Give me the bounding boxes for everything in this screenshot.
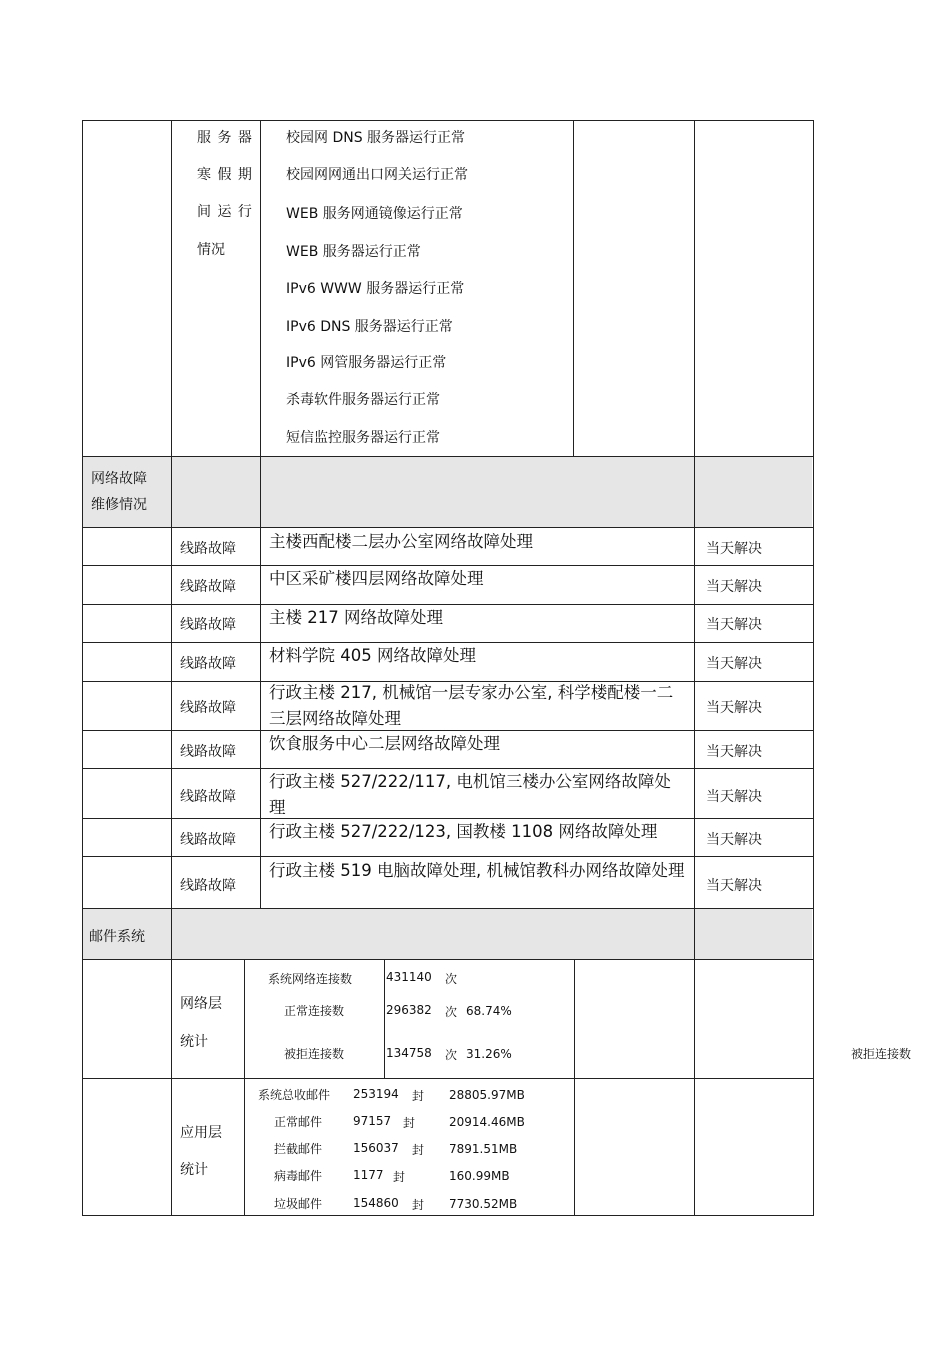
- servers-category-label: 寒 假 期: [197, 167, 253, 183]
- server-status-item: 杀毒软件服务器运行正常: [286, 392, 440, 408]
- network-layer-label: 统计: [180, 1034, 208, 1050]
- repair-result: 当天解决: [706, 832, 762, 848]
- mail-section-title: 邮件系统: [89, 929, 145, 945]
- repairs-section-title: 维修情况: [91, 497, 147, 513]
- col-divider: [171, 120, 172, 1216]
- app-stat-size: 7891.51MB: [449, 1142, 518, 1156]
- repair-description: 主楼 217 网络故障处理: [269, 608, 443, 627]
- repair-result: 当天解决: [706, 700, 762, 716]
- repair-description: 行政主楼 217, 机械馆一层专家办公室, 科学楼配楼一二三层网络故障处理: [269, 683, 674, 728]
- app-stat-unit: 封: [412, 1089, 425, 1103]
- app-stat-unit: 封: [403, 1116, 416, 1130]
- repair-result: 当天解决: [706, 617, 762, 633]
- server-status-item: IPv6 网管服务器运行正常: [286, 355, 447, 371]
- server-status-item: WEB 服务器运行正常: [286, 244, 421, 260]
- app-stat-label: 系统总收邮件: [258, 1088, 331, 1102]
- server-status-item: IPv6 WWW 服务器运行正常: [286, 281, 465, 297]
- repair-type: 线路故障: [180, 617, 236, 633]
- network-stat-percent: 68.74%: [466, 1004, 512, 1018]
- server-status-item: 校园网 DNS 服务器运行正常: [286, 130, 466, 146]
- repair-type: 线路故障: [180, 656, 236, 672]
- repair-result: 当天解决: [706, 656, 762, 672]
- col-divider: [260, 120, 261, 909]
- repair-description: 材料学院 405 网络故障处理: [269, 646, 476, 665]
- row-divider: [82, 908, 814, 909]
- servers-category-label: 服 务 器: [197, 130, 253, 146]
- app-stat-count: 154860: [353, 1196, 399, 1210]
- network-stat-unit: 次: [445, 1048, 458, 1062]
- col-divider: [694, 120, 695, 1216]
- app-stat-label: 正常邮件: [274, 1115, 323, 1129]
- repair-description: 行政主楼 527/222/123, 国教楼 1108 网络故障处理: [269, 822, 658, 841]
- app-stat-count: 156037: [353, 1141, 399, 1155]
- row-divider: [82, 959, 814, 960]
- col-divider: [244, 959, 245, 1216]
- server-status-item: 校园网网通出口网关运行正常: [286, 167, 468, 183]
- network-stat-count: 296382: [386, 1003, 432, 1017]
- app-stat-count: 97157: [353, 1114, 392, 1128]
- network-layer-label: 网络层: [180, 996, 222, 1012]
- network-stat-unit: 次: [445, 972, 458, 986]
- repair-description: 行政主楼 519 电脑故障处理, 机械馆教科办网络故障处理: [269, 861, 685, 880]
- app-stat-label: 拦截邮件: [274, 1142, 323, 1156]
- app-stat-count: 253194: [353, 1087, 399, 1101]
- repair-result: 当天解决: [706, 789, 762, 805]
- server-status-item: WEB 服务网通镜像运行正常: [286, 206, 463, 222]
- app-stat-unit: 封: [412, 1143, 425, 1157]
- repair-type: 线路故障: [180, 832, 236, 848]
- server-status-item: IPv6 DNS 服务器运行正常: [286, 319, 453, 335]
- col-divider: [574, 959, 575, 1216]
- app-stat-count: 1177: [353, 1168, 384, 1182]
- repair-type: 线路故障: [180, 541, 236, 557]
- app-stat-unit: 封: [393, 1170, 406, 1184]
- col-divider: [573, 120, 574, 457]
- row-divider: [82, 456, 814, 457]
- stray-rejected-label: 被拒连接数: [851, 1047, 912, 1061]
- network-stat-label: 正常连接数: [284, 1004, 345, 1018]
- app-stat-size: 28805.97MB: [449, 1088, 525, 1102]
- repair-type: 线路故障: [180, 789, 236, 805]
- network-stat-label: 系统网络连接数: [268, 972, 353, 986]
- app-stat-size: 7730.52MB: [449, 1197, 518, 1211]
- repair-description: 饮食服务中心二层网络故障处理: [269, 734, 500, 753]
- repair-result: 当天解决: [706, 878, 762, 894]
- repair-type: 线路故障: [180, 700, 236, 716]
- server-status-item: 短信监控服务器运行正常: [286, 430, 440, 446]
- network-stat-label: 被拒连接数: [284, 1047, 345, 1061]
- network-stat-unit: 次: [445, 1005, 458, 1019]
- repair-description: 行政主楼 527/222/117, 电机馆三楼办公室网络故障处理: [269, 772, 671, 817]
- app-stat-unit: 封: [412, 1198, 425, 1212]
- repair-result: 当天解决: [706, 541, 762, 557]
- repair-description: 中区采矿楼四层网络故障处理: [269, 569, 484, 588]
- repair-type: 线路故障: [180, 878, 236, 894]
- repair-description: 主楼西配楼二层办公室网络故障处理: [269, 532, 533, 551]
- repair-type: 线路故障: [180, 744, 236, 760]
- app-stat-size: 160.99MB: [449, 1169, 510, 1183]
- row-divider: [82, 527, 814, 528]
- app-stat-label: 病毒邮件: [274, 1169, 323, 1183]
- app-stat-label: 垃圾邮件: [274, 1197, 323, 1211]
- repairs-section-title: 网络故障: [91, 471, 147, 487]
- servers-category-label: 间 运 行: [197, 204, 253, 220]
- row-divider: [82, 1078, 814, 1079]
- servers-category-label: 情况: [197, 242, 225, 258]
- repair-type: 线路故障: [180, 579, 236, 595]
- network-stat-count: 431140: [386, 970, 432, 984]
- inner-divider: [384, 959, 385, 1078]
- application-layer-label: 应用层: [180, 1125, 222, 1141]
- network-stat-percent: 31.26%: [466, 1047, 512, 1061]
- network-stat-count: 134758: [386, 1046, 432, 1060]
- app-stat-size: 20914.46MB: [449, 1115, 525, 1129]
- repair-result: 当天解决: [706, 579, 762, 595]
- application-layer-label: 统计: [180, 1162, 208, 1178]
- row-divider: [82, 856, 814, 857]
- repair-result: 当天解决: [706, 744, 762, 760]
